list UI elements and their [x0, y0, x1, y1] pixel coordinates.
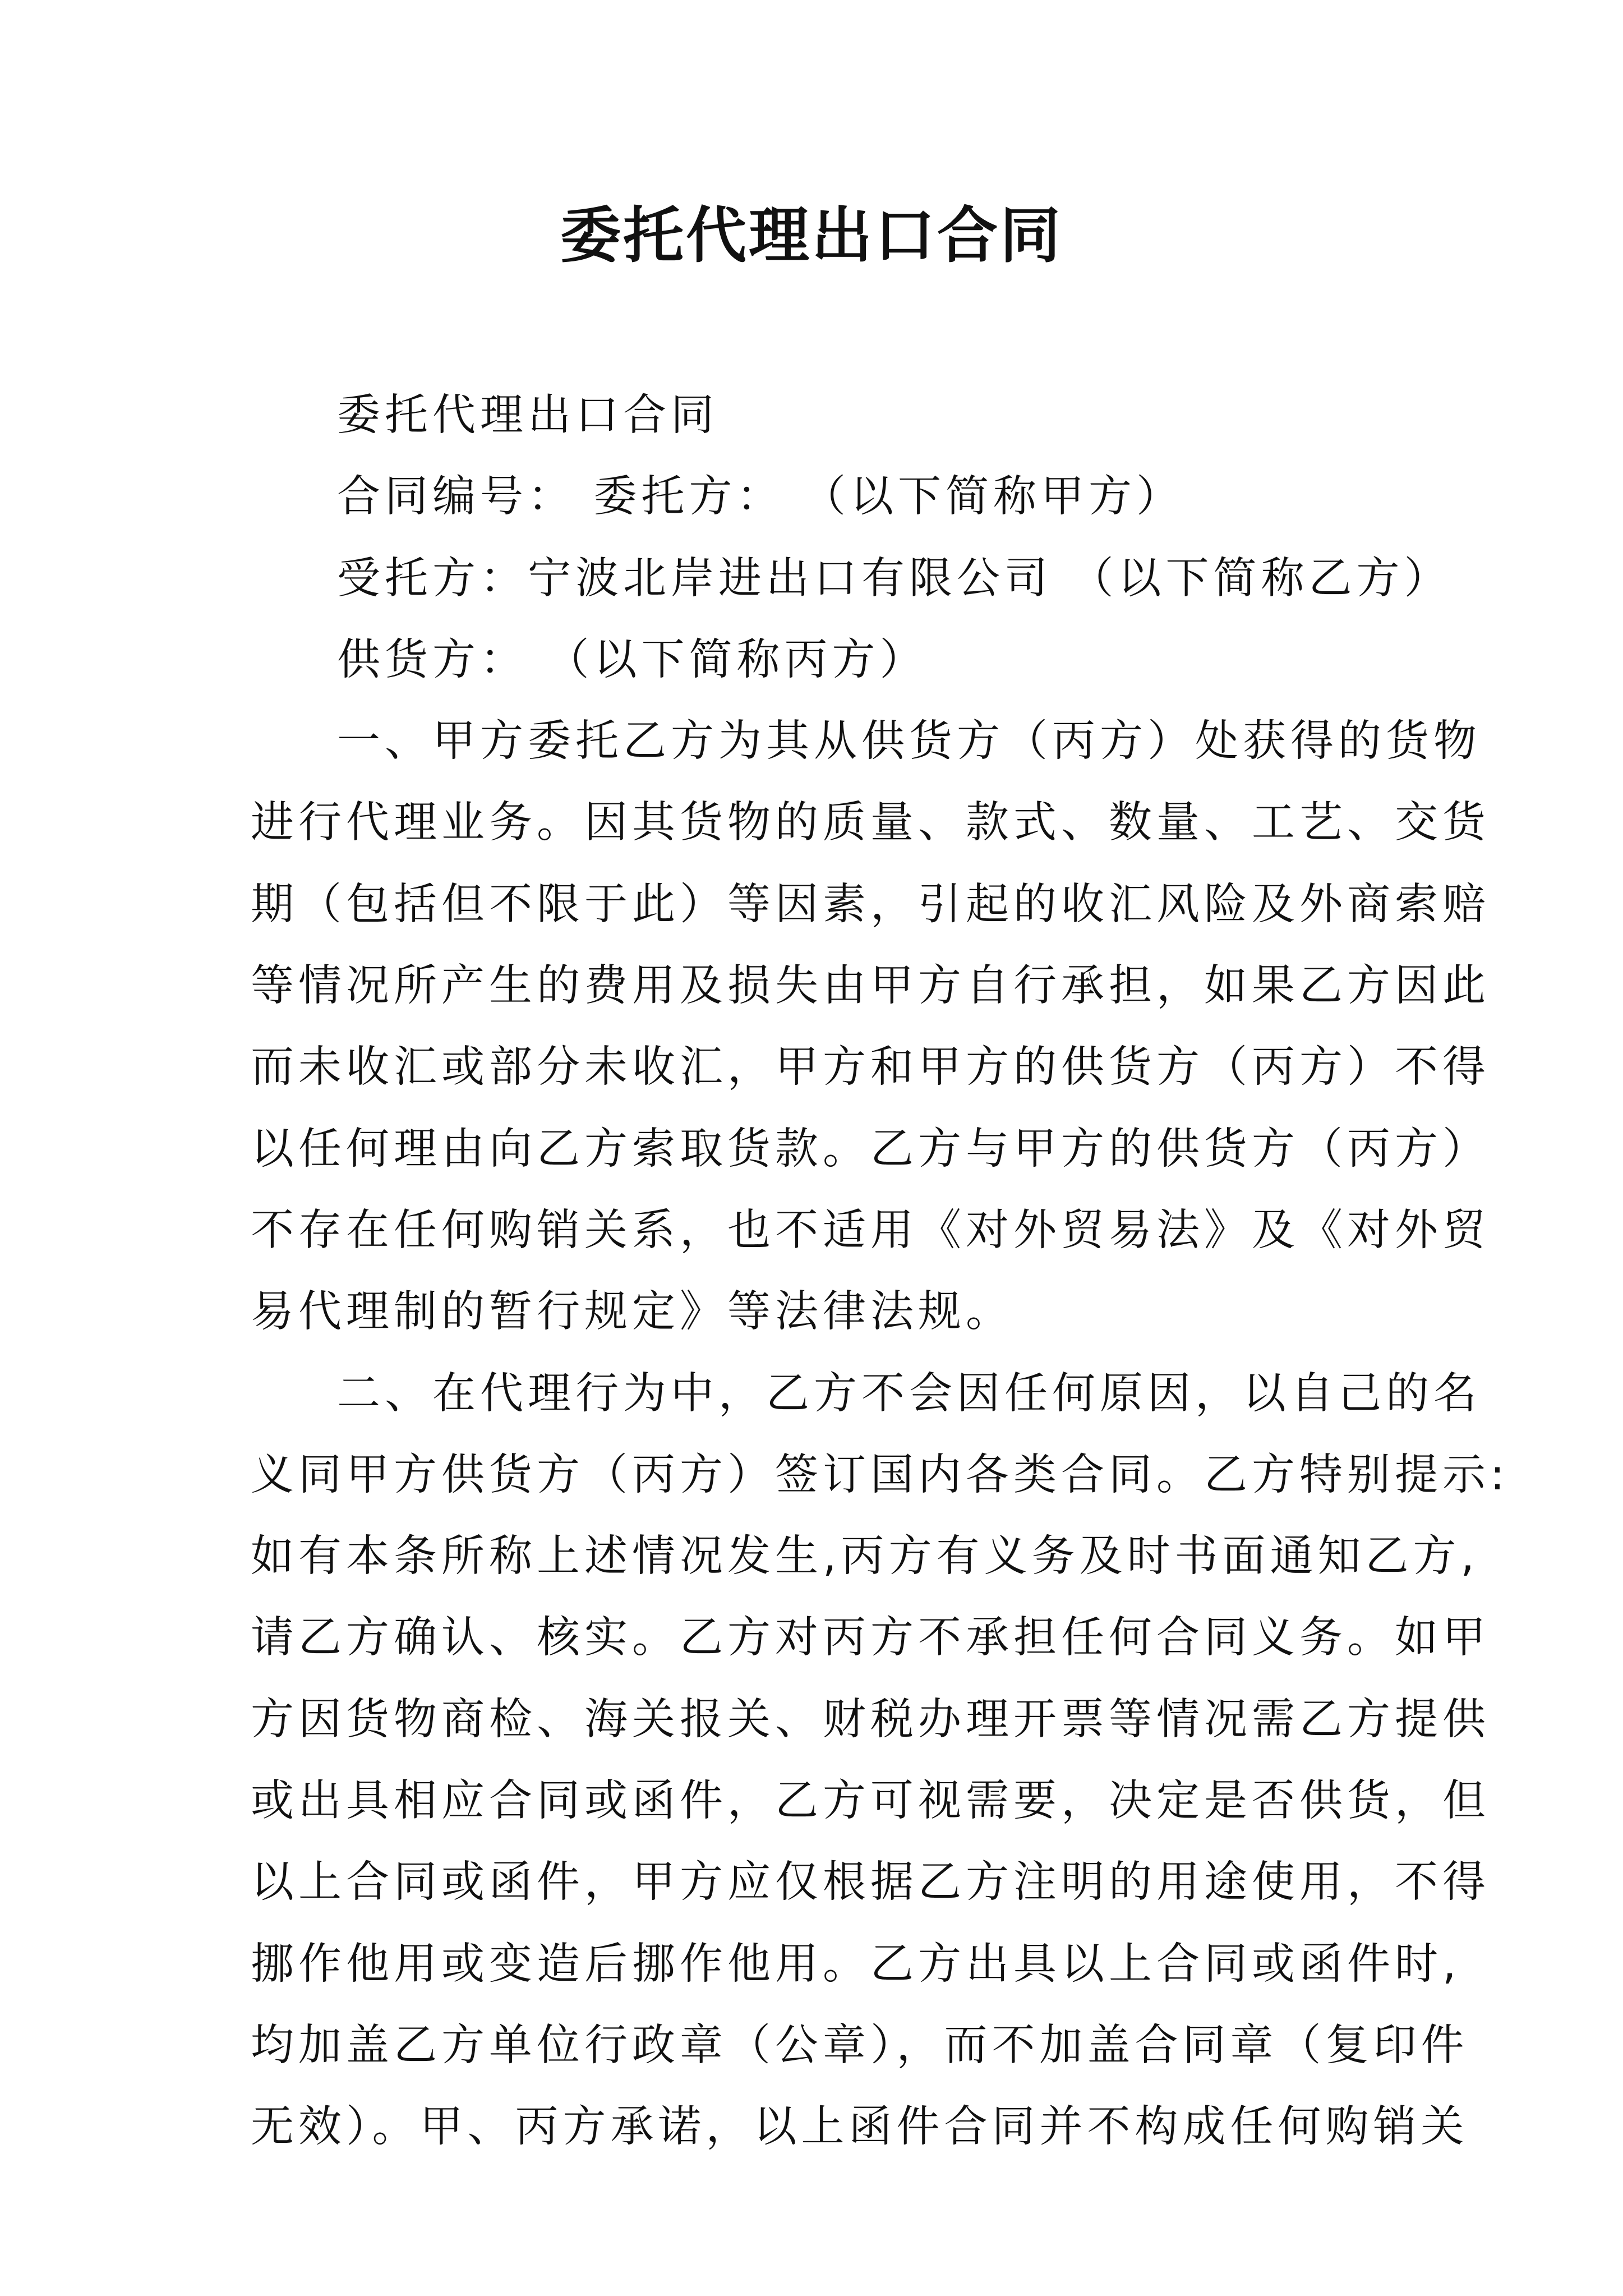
paragraph-line: 方因货物商检、海关报关、财税办理开票等情况需乙方提供 [251, 1694, 1490, 1745]
paragraph-line: 易代理制的暂行规定》等法律法规。 [251, 1287, 1013, 1337]
paragraph-line: 请乙方确认、核实。乙方对丙方不承担任何合同义务。如甲 [251, 1613, 1490, 1663]
paragraph-line: 以上合同或函件，甲方应仅根据乙方注明的用途使用，不得 [251, 1857, 1490, 1908]
paragraph-line: 而未收汇或部分未收汇，甲方和甲方的供货方（丙方）不得 [251, 1042, 1490, 1093]
paragraph-line: 如有本条所称上述情况发生,丙方有义务及时书面通知乙方, [251, 1531, 1479, 1582]
paragraph-line: 或出具相应合同或函件，乙方可视需要，决定是否供货，但 [251, 1776, 1490, 1826]
paragraph-line: 委托代理出口合同 [337, 390, 718, 440]
paragraph-line: 期（包括但不限于此）等因素，引起的收汇风险及外商索赔 [251, 879, 1490, 930]
paragraph-line: 进行代理业务。因其货物的质量、款式、数量、工艺、交货 [251, 798, 1490, 848]
paragraph-line: 二、在代理行为中，乙方不会因任何原因，以自己的名 [337, 1368, 1481, 1419]
paragraph-line: 以任何理由向乙方索取货款。乙方与甲方的供货方（丙方） [251, 1124, 1490, 1174]
paragraph-line: 挪作他用或变造后挪作他用。乙方出具以上合同或函件时, [251, 1939, 1461, 1989]
paragraph-line: 义同甲方供货方（丙方）签订国内各类合同。乙方特别提示: [251, 1450, 1509, 1500]
paragraph-line: 无效）。甲、丙方承诺，以上函件合同并不构成任何购销关 [251, 2102, 1469, 2152]
paragraph-line: 等情况所产生的费用及损失由甲方自行承担，如果乙方因此 [251, 961, 1490, 1011]
paragraph-line: 均加盖乙方单位行政章（公章），而不加盖合同章（复印件 [251, 2020, 1469, 2070]
paragraph-line: 一、甲方委托乙方为其从供货方（丙方）处获得的货物 [337, 716, 1481, 767]
paragraph-line: 不存在任何购销关系，也不适用《对外贸易法》及《对外贸 [251, 1205, 1490, 1255]
paragraph-line: 合同编号： 委托方： （以下简称甲方） [337, 472, 1184, 522]
document-title: 委托代理出口合同 [560, 200, 1063, 271]
document-body [251, 375, 1509, 2168]
paragraph-line: 受托方：宁波北岸进出口有限公司 （以下简称乙方） [337, 553, 1452, 604]
paragraph-line: 供货方： （以下简称丙方） [337, 634, 928, 685]
